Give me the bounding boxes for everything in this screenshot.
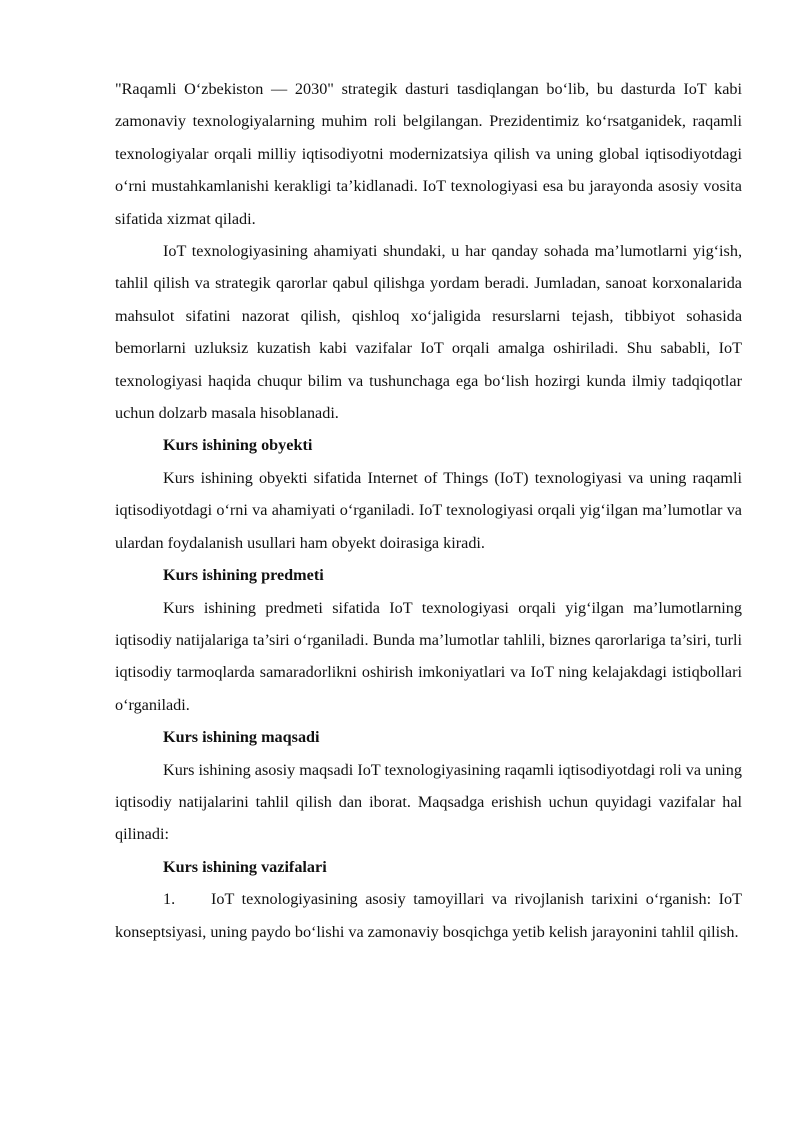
task-text: IoT texnologiyasining asosiy tamoyillari va rivojlanish tarixini o‘rganish: IoT konseptsiyasi, uning paydo bo‘lishi va zamonaviy bosqichga yetib kelish jarayonini tahlil qilish. <box>115 890 742 941</box>
goal-heading: Kurs ishining maqsadi <box>163 728 320 747</box>
task-number: 1. <box>163 890 176 909</box>
subject-paragraph: Kurs ishining predmeti sifatida IoT texnologiyasi orqali yig‘ilgan ma’lumotlarning iqtisodiy natijalariga ta’siri o‘rganiladi. Bunda ma’lumotlar tahlili, biznes qarorlariga ta’siri, turli iqtisodiy tarmoqlarda samaradorlikni oshirish imkoniyatlari va IoT ning kelajakdagi istiqbollari o‘rganiladi. <box>115 598 742 714</box>
document-page <box>115 73 742 948</box>
goal-paragraph: Kurs ishining asosiy maqsadi IoT texnologiyasining raqamli iqtisodiyotdagi roli va uning iqtisodiy natijalarini tahlil qilish dan iborat. Maqsadga erishish uchun quyidagi vazifalar hal qilinadi: <box>115 760 742 844</box>
intro-paragraph-2: IoT texnologiyasining ahamiyati shundaki, u har qanday sohada ma’lumotlarni yig‘ish, tahlil qilish va strategik qarorlar qabul qilishga yordam beradi. Jumladan, sanoat korxonalarida mahsulot sifatini nazorat qilish, qishloq xo‘jaligida resurslarni tejash, tibbiyot sohasida bemorlarni uzluksiz kuzatish kabi vazifalar IoT orqali amalga oshiriladi. Shu sababli, IoT texnologiyasi haqida chuqur bilim va tushunchaga ega bo‘lish hozirgi kunda ilmiy tadqiqotlar uchun dolzarb masala hisoblanadi. <box>115 242 742 423</box>
tasks-heading: Kurs ishining vazifalari <box>163 857 327 876</box>
intro-paragraph-1: "Raqamli O‘zbekiston — 2030" strategik dasturi tasdiqlangan bo‘lib, bu dasturda IoT kabi zamonaviy texnologiyalarning muhim roli belgilangan. Prezidentimiz ko‘rsatganidek, raqamli texnologiyalar orqali milliy iqtisodiyotni modernizatsiya qilish va uning global iqtisodiyotdagi o‘rni mustahkamlanishi kerakligi ta’kidlanadi. IoT texnologiyasi esa bu jarayonda asosiy vosita sifatida xizmat qiladi. <box>115 80 742 228</box>
object-paragraph: Kurs ishining obyekti sifatida Internet of Things (IoT) texnologiyasi va uning raqamli iqtisodiyotdagi o‘rni va ahamiyati o‘rganiladi. IoT texnologiyasi orqali yig‘ilgan ma’lumotlar va ulardan foydalanish usullari ham obyekt doirasiga kiradi. <box>115 468 742 552</box>
object-heading: Kurs ishining obyekti <box>163 436 313 455</box>
subject-heading: Kurs ishining predmeti <box>163 566 324 585</box>
task-item-1 <box>115 883 742 948</box>
